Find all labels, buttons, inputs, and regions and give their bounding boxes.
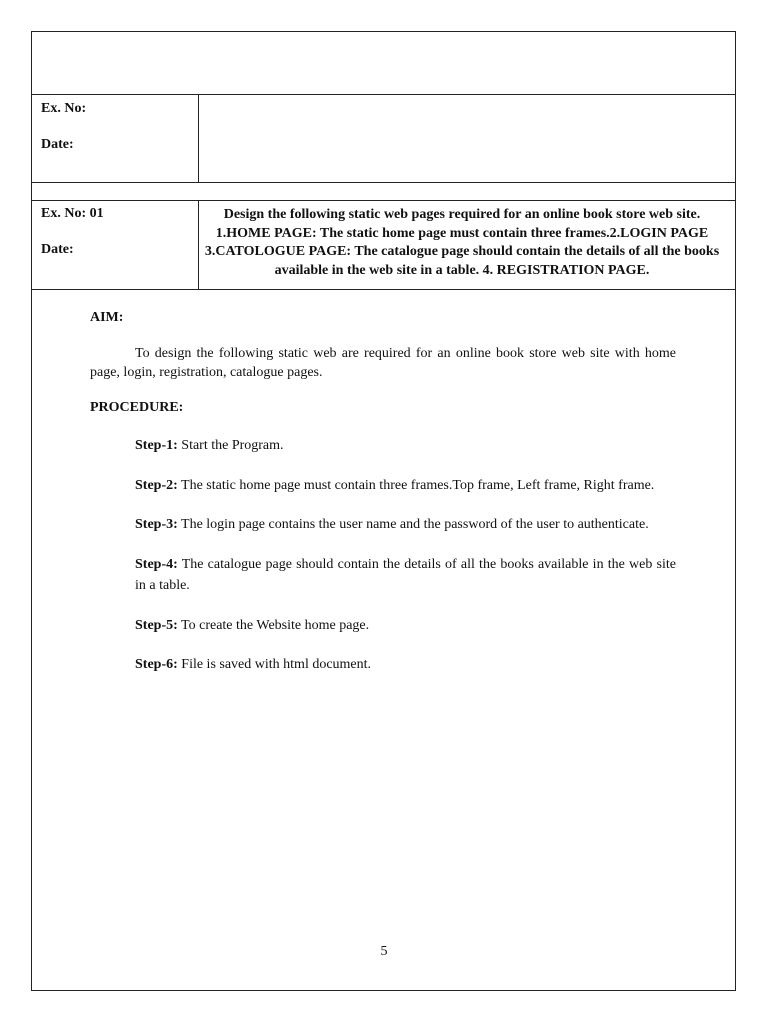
step-4	[135, 554, 676, 597]
step-label: Step-2:	[135, 477, 178, 493]
step-text: Start the Program.	[177, 438, 284, 453]
page-number: 5	[380, 944, 388, 959]
date-value: Date:	[41, 242, 74, 257]
step-text: The static home page must contain three frames.Top frame, Left frame, Right frame.	[177, 477, 655, 493]
step-label: Step-5:	[135, 617, 178, 633]
step-6	[135, 654, 676, 676]
step-1	[135, 435, 676, 457]
step-text: The catalogue page should contain the details of all the books available in the web site in a table.	[135, 556, 676, 593]
aim-text: To design the following static web are required for an online book store web site with home page, login, registration, catalogue pages.	[90, 346, 676, 380]
header-left-cell	[32, 95, 199, 182]
step-5	[135, 615, 676, 637]
ex-no-value: Ex. No: 01	[41, 206, 104, 221]
step-label: Step-4:	[135, 556, 178, 572]
step-label: Step-6:	[135, 657, 178, 672]
step-2	[135, 475, 676, 497]
step-label: Step-3:	[135, 517, 178, 532]
header-table-exercise	[32, 200, 735, 290]
date-label: Date:	[41, 137, 74, 152]
header-right-cell	[199, 95, 735, 182]
header-table-blank	[32, 94, 735, 183]
procedure-steps	[90, 435, 676, 676]
exercise-right-cell	[199, 201, 735, 289]
procedure-heading: PROCEDURE:	[90, 400, 184, 415]
step-label: Step-1:	[135, 438, 178, 453]
exercise-title: Design the following static web pages required for an online book store web site. 1.HOME PAGE: The static home page must contain three frames.2.LOGIN PAGE 3.CATOLOGUE PAGE: The catalogue page should contain the details of all the books available in the web site in a table. 4. REGISTRATION PAGE.	[204, 207, 720, 278]
step-text: File is saved with html document.	[177, 657, 372, 672]
aim-heading: AIM:	[90, 310, 124, 325]
exercise-left-cell	[32, 201, 199, 289]
step-3	[135, 514, 676, 536]
ex-no-label: Ex. No:	[41, 101, 87, 116]
content-body	[90, 308, 676, 676]
step-text: To create the Website home page.	[177, 617, 370, 633]
step-text: The login page contains the user name and the password of the user to authenticate.	[177, 517, 649, 532]
